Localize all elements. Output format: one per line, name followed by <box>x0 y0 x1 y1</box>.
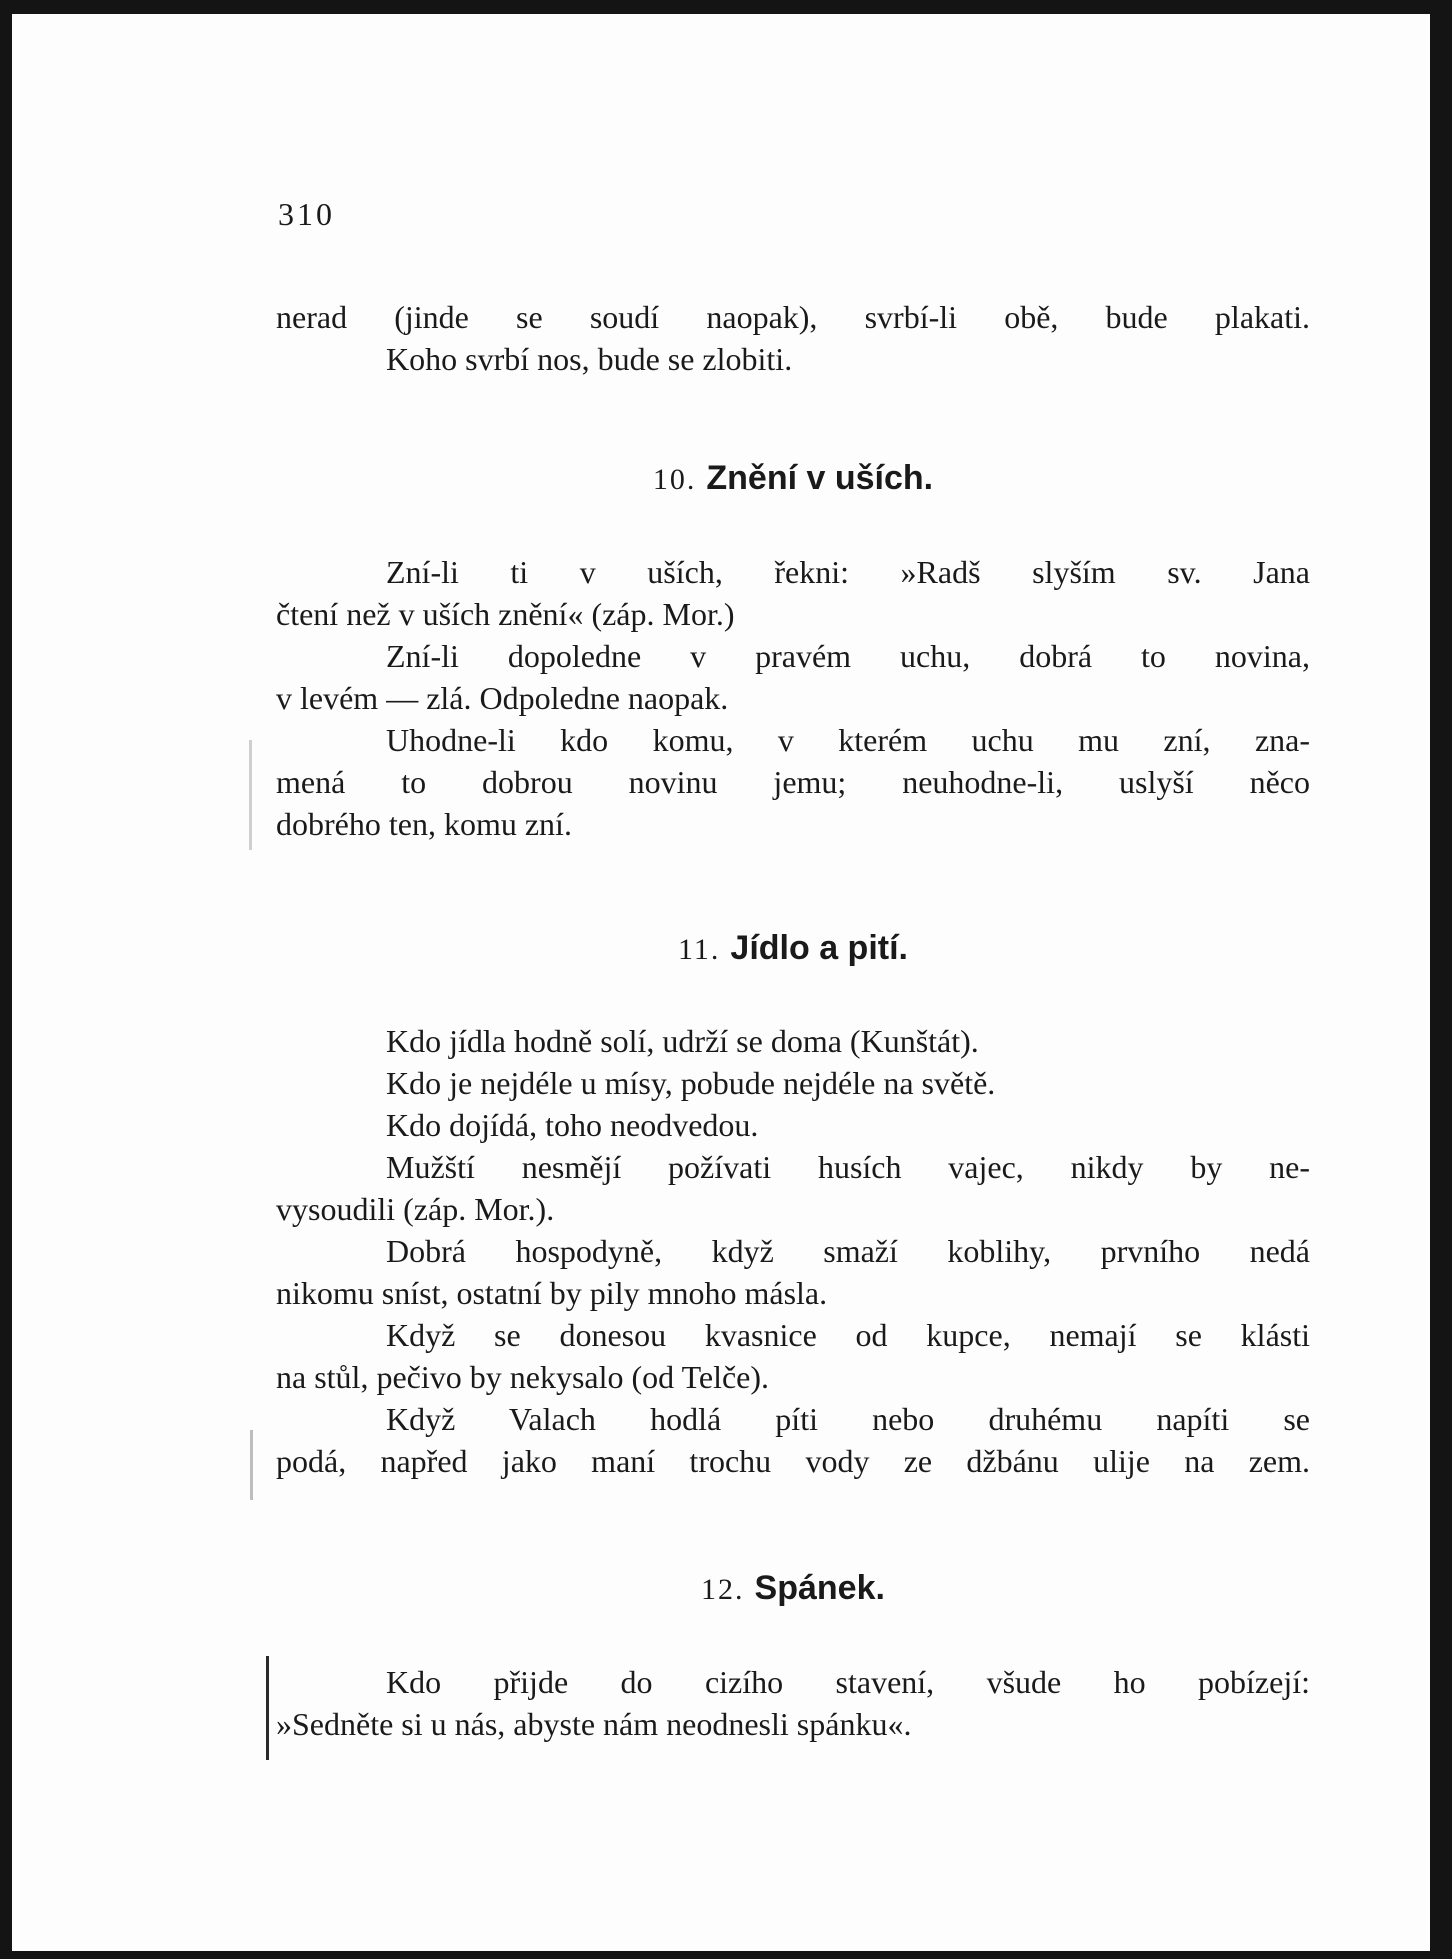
page-number: 310 <box>278 196 335 232</box>
text-line: Kdo je nejdéle u mísy, pobude nejdéle na světě. <box>386 1065 996 1101</box>
text-line: Kdo dojídá, toho neodvedou. <box>386 1107 759 1143</box>
section-title: Znění v uších. <box>706 459 934 497</box>
margin-mark <box>250 1430 253 1500</box>
text-line: nikomu sníst, ostatní by pily mnoho másla. <box>276 1275 828 1311</box>
section-heading-10 <box>276 456 1310 502</box>
text-line: v levém — zlá. Odpoledne naopak. <box>276 680 729 716</box>
text-line: Kdo přijde do cizího stavení, všude ho pobízejí: <box>386 1664 1310 1700</box>
scan-border-left <box>0 0 12 1959</box>
section-title: Jídlo a pití. <box>730 929 908 967</box>
section-title: Spánek. <box>754 1569 885 1607</box>
text-line: dobrého ten, komu zní. <box>276 806 572 842</box>
text-line: Koho svrbí nos, bude se zlobiti. <box>386 341 793 377</box>
section-body-11 <box>276 1020 1310 1482</box>
intro-paragraph <box>276 296 1310 380</box>
text-line: čtení než v uších znění« (záp. Mor.) <box>276 596 735 632</box>
text-line: vysoudili (záp. Mor.). <box>276 1191 555 1227</box>
section-number: 12. <box>701 1573 745 1606</box>
text-line: Když Valach hodlá píti nebo druhému napíti se <box>386 1401 1310 1437</box>
text-line: Mužští nesmějí požívati husích vajec, nikdy by ne- <box>386 1149 1310 1185</box>
text-line: podá, napřed jako maní trochu vody ze džbánu ulije na zem. <box>276 1443 1310 1479</box>
text-line: Když se donesou kvasnice od kupce, nemají se klásti <box>386 1317 1310 1353</box>
text-line: Dobrá hospodyně, když smaží koblihy, prvního nedá <box>386 1233 1310 1269</box>
scan-border-bottom <box>0 1951 1452 1959</box>
text-line: Uhodne-li kdo komu, v kterém uchu mu zní, zna- <box>386 722 1310 758</box>
section-number: 10. <box>652 463 697 496</box>
margin-mark <box>266 1656 269 1760</box>
section-body-10 <box>276 551 1310 845</box>
section-heading-11 <box>276 926 1310 972</box>
text-line: na stůl, pečivo by nekysalo (od Telče). <box>276 1359 770 1395</box>
text-line: Kdo jídla hodně solí, udrží se doma (Kunštát). <box>386 1023 979 1059</box>
scan-border-right <box>1430 0 1452 1959</box>
section-number: 11. <box>678 933 721 966</box>
margin-mark <box>249 740 252 850</box>
scan-border-top <box>0 0 1452 14</box>
text-line: Zní-li dopoledne v pravém uchu, dobrá to novina, <box>386 638 1310 674</box>
section-body-12 <box>276 1661 1310 1745</box>
section-heading-12 <box>276 1566 1310 1612</box>
text-line: mená to dobrou novinu jemu; neuhodne-li, uslyší něco <box>276 764 1310 800</box>
text-line: nerad (jinde se soudí naopak), svrbí-li obě, bude plakati. <box>276 299 1310 335</box>
text-line: Zní-li ti v uších, řekni: »Radš slyším sv. Jana <box>386 554 1310 590</box>
text-line: »Sedněte si u nás, abyste nám neodnesli spánku«. <box>276 1706 912 1742</box>
